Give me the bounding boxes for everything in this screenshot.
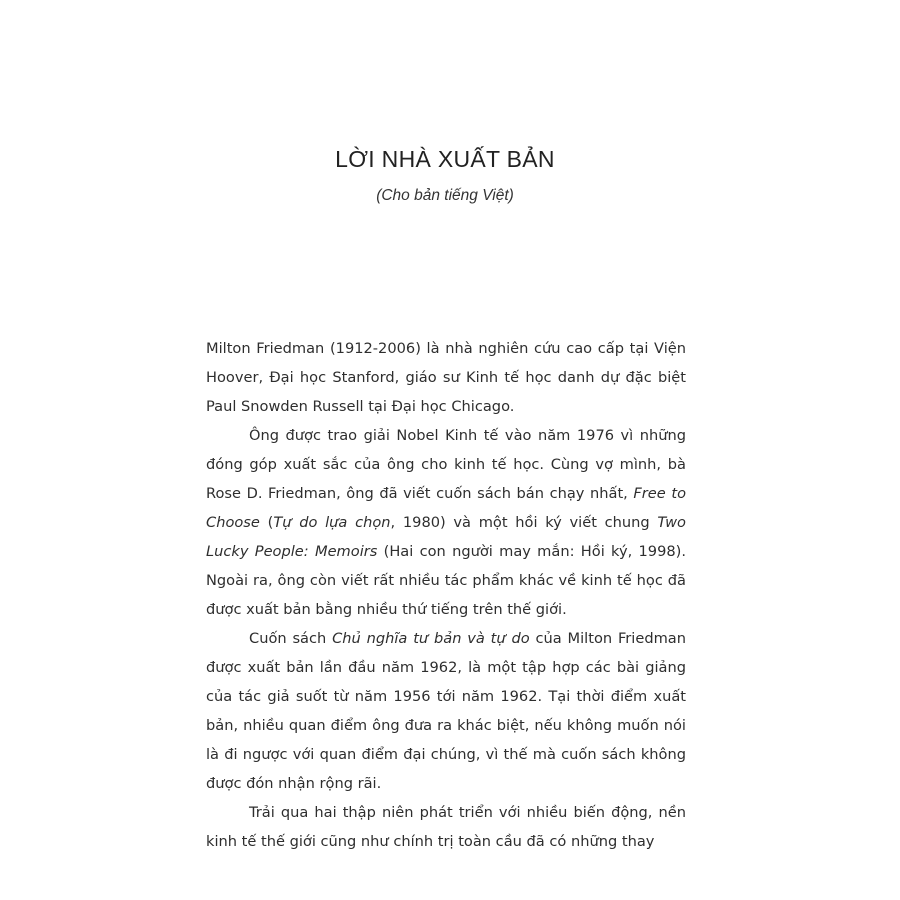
paragraph-3-text-a: Cuốn sách <box>249 630 333 647</box>
paragraph-2-text-a: Ông được trao giải Nobel Kinh tế vào năm 1976 vì những đóng góp xuất sắc của ông cho kinh tế học. Cùng vợ mình, bà Rose D. Friedman, ông đã viết cuốn sách bán chạy nhất, <box>206 427 686 502</box>
paragraph-2-text-d: (Hai con người may mắn: Hồi ký, 1998). Ngoài ra, ông còn viết rất nhiều tác phẩm khác về kinh tế học đã được xuất bản bằng nhiều thứ tiếng trên thế giới. <box>206 543 686 618</box>
paragraph-1 <box>206 334 686 421</box>
book-title-two-lucky-people: Two Lucky People: Memoirs <box>206 514 686 560</box>
paragraph-2 <box>206 421 686 624</box>
paragraph-1-text: Milton Friedman (1912-2006) là nhà nghiên cứu cao cấp tại Viện Hoover, Đại học Stanford, giáo sư Kinh tế học danh dự đặc biệt Paul Snowden Russell tại Đại học Chicago. <box>206 340 686 415</box>
page-title: LỜI NHÀ XUẤT BẢN <box>335 146 555 172</box>
page-subtitle: (Cho bản tiếng Việt) <box>376 187 514 204</box>
paragraph-3 <box>206 624 686 798</box>
paragraph-4 <box>206 798 686 856</box>
paragraph-2-text-b: ( <box>259 514 274 531</box>
paragraph-2-text-c: , 1980) và một hồi ký viết chung <box>390 514 658 531</box>
book-title-tu-do-lua-chon: Tự do lựa chọn <box>273 514 391 531</box>
book-title-chu-nghia-tu-ban: Chủ nghĩa tư bản và tự do <box>332 630 530 647</box>
paragraph-3-text-b: của Milton Friedman được xuất bản lần đầu năm 1962, là một tập hợp các bài giảng của tác giả suốt từ năm 1956 tới năm 1962. Tại thời điểm xuất bản, nhiều quan điểm ông đưa ra khác biệt, nếu không muốn nói là đi ngược với quan điểm đại chúng, vì thế mà cuốn sách không được đón nhận rộng rãi. <box>206 630 687 792</box>
book-title-free-to-choose: Free to Choose <box>206 485 686 531</box>
paragraph-4-text: Trải qua hai thập niên phát triển với nhiều biến động, nền kinh tế thế giới cũng như chính trị toàn cầu đã có những thay <box>206 804 686 850</box>
body-text <box>206 334 686 856</box>
